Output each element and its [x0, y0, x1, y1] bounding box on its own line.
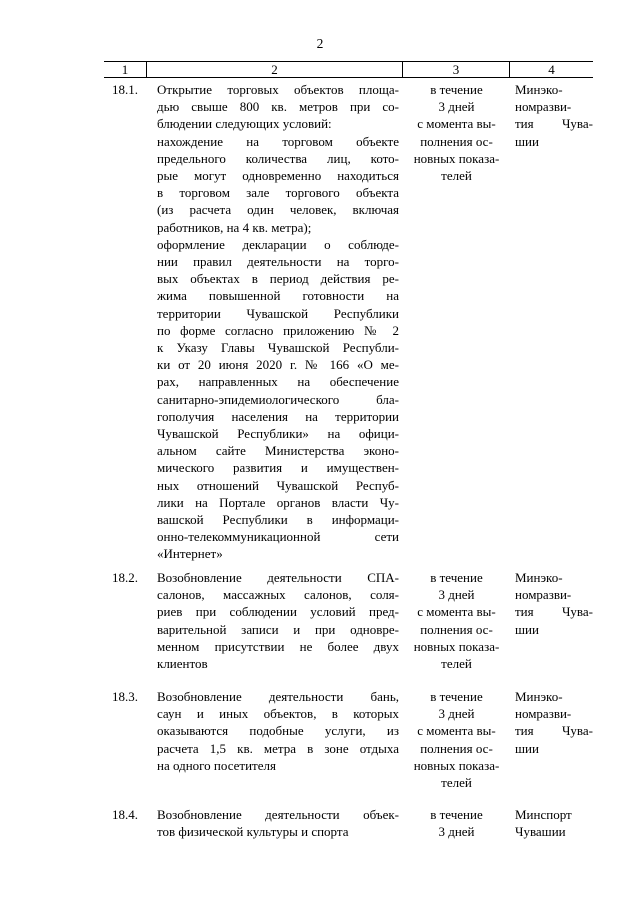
- row-description: [147, 81, 403, 563]
- responsible-line: Минэко-: [515, 82, 563, 97]
- term-line: полнения ос-: [420, 133, 493, 149]
- description-line: онно-телекоммуникационной сети: [157, 529, 399, 545]
- description-line: клиентов: [157, 656, 208, 672]
- table-row: [104, 688, 593, 791]
- responsible-line: шии: [515, 740, 539, 756]
- term-line: в течение: [430, 807, 483, 822]
- row-term: [403, 688, 510, 791]
- description-line: дью свыше 800 кв. метров при со-: [157, 99, 399, 115]
- responsible-line: Минспорт: [515, 807, 572, 822]
- responsible-line: номразви-: [515, 706, 572, 722]
- header-col-2: 2: [147, 62, 403, 77]
- header-col-4: 4: [548, 62, 555, 77]
- description-line: саун и иных объектов, в которых: [157, 706, 399, 722]
- responsible-line: Чувашии: [515, 824, 566, 840]
- term-line: телей: [441, 775, 472, 791]
- responsible-line: тия Чува-: [515, 604, 593, 620]
- term-line: с момента вы-: [417, 723, 496, 739]
- description-line: жима повышенной готовности на: [157, 288, 399, 304]
- term-line: 3 дней: [438, 587, 475, 603]
- term-line: в течение: [430, 689, 483, 704]
- description-line: «Интернет»: [157, 546, 223, 562]
- term-line: в течение: [430, 82, 483, 97]
- table-row: [104, 569, 593, 672]
- description-line: на одного посетителя: [157, 757, 276, 773]
- description-line: блюдении следующих условий:: [157, 116, 332, 132]
- table-row: [104, 81, 593, 563]
- description-line: Возобновление деятельности СПА-: [157, 570, 399, 585]
- row-term: [403, 806, 510, 840]
- term-line: новных показа-: [413, 638, 500, 654]
- term-line: новных показа-: [413, 757, 500, 773]
- row-responsible: [510, 81, 593, 563]
- responsible-line: шии: [515, 133, 539, 149]
- table-header: [104, 61, 593, 78]
- description-line: оформление декларации о соблюде-: [157, 236, 399, 252]
- description-line: рые могут одновременно находиться: [157, 168, 399, 184]
- description-line: в торговом зале торгового объекта: [157, 185, 399, 201]
- description-line: Возобновление деятельности бань,: [157, 689, 399, 704]
- row-number: 18.3.: [112, 689, 138, 704]
- term-line: новных показа-: [413, 150, 500, 166]
- description-line: менном присутствии не более двух: [157, 638, 399, 654]
- responsible-line: тия Чува-: [515, 116, 593, 132]
- description-line: варительной записи и при одновре-: [157, 621, 399, 637]
- description-line: Чувашской Республики» на офици-: [157, 426, 399, 442]
- row-number: 18.1.: [112, 82, 138, 97]
- responsible-line: тия Чува-: [515, 723, 593, 739]
- description-line: ки от 20 июня 2020 г. № 166 «О ме-: [157, 357, 399, 373]
- description-line: (из расчета один человек, включая: [157, 202, 399, 218]
- row-description: [147, 806, 403, 840]
- description-line: тов физической культуры и спорта: [157, 824, 349, 840]
- description-line: риев при соблюдении условий пред-: [157, 604, 399, 620]
- page-number: 2: [316, 36, 324, 51]
- row-term: [403, 569, 510, 672]
- term-line: полнения ос-: [420, 740, 493, 756]
- term-line: полнения ос-: [420, 621, 493, 637]
- description-line: Открытие торговых объектов площа-: [157, 82, 399, 97]
- description-line: работников, на 4 кв. метра);: [157, 219, 312, 235]
- responsible-line: номразви-: [515, 587, 572, 603]
- term-line: телей: [441, 168, 472, 184]
- description-line: вашской Республики в информаци-: [157, 512, 399, 528]
- table-row: [104, 806, 593, 840]
- responsible-line: номразви-: [515, 99, 572, 115]
- responsible-line: шии: [515, 621, 539, 637]
- description-line: ных отношений Чувашской Респуб-: [157, 477, 399, 493]
- term-line: 3 дней: [438, 99, 475, 115]
- term-line: в течение: [430, 570, 483, 585]
- table: [104, 61, 593, 840]
- row-description: [147, 688, 403, 791]
- row-description: [147, 569, 403, 672]
- description-line: к Указу Главы Чувашской Республи-: [157, 340, 399, 356]
- term-line: с момента вы-: [417, 604, 496, 620]
- description-line: рах, направленных на обеспечение: [157, 374, 399, 390]
- description-line: лики на Портале органов власти Чу-: [157, 494, 399, 510]
- term-line: 3 дней: [438, 706, 475, 722]
- description-line: санитарно-эпидемиологического бла-: [157, 391, 399, 407]
- description-line: территории Чувашской Республики: [157, 305, 399, 321]
- description-line: по форме согласно приложению № 2: [157, 322, 399, 338]
- description-line: салонов, массажных салонов, соля-: [157, 587, 399, 603]
- header-col-1: 1: [104, 62, 147, 77]
- description-line: вых объектах в период действия ре-: [157, 271, 399, 287]
- responsible-line: Минэко-: [515, 570, 563, 585]
- row-number: 18.4.: [112, 807, 138, 822]
- row-number: 18.2.: [112, 570, 138, 585]
- responsible-line: Минэко-: [515, 689, 563, 704]
- description-line: предельного количества лиц, кото-: [157, 150, 399, 166]
- description-line: нахождение на торговом объекте: [157, 133, 399, 149]
- header-col-3: 3: [403, 62, 510, 77]
- term-line: с момента вы-: [417, 116, 496, 132]
- description-line: мического развития и имуществен-: [157, 460, 399, 476]
- description-line: оказываются подобные услуги, из: [157, 723, 399, 739]
- term-line: 3 дней: [438, 824, 475, 840]
- description-line: альном сайте Министерства эконо-: [157, 443, 399, 459]
- row-responsible: [510, 806, 593, 840]
- row-term: [403, 81, 510, 563]
- row-responsible: [510, 688, 593, 791]
- description-line: Возобновление деятельности объек-: [157, 807, 399, 822]
- row-responsible: [510, 569, 593, 672]
- description-line: расчета 1,5 кв. метра в зоне отдыха: [157, 740, 399, 756]
- description-line: нии правил деятельности на торго-: [157, 254, 399, 270]
- term-line: телей: [441, 656, 472, 672]
- description-line: гополучия населения на территории: [157, 408, 399, 424]
